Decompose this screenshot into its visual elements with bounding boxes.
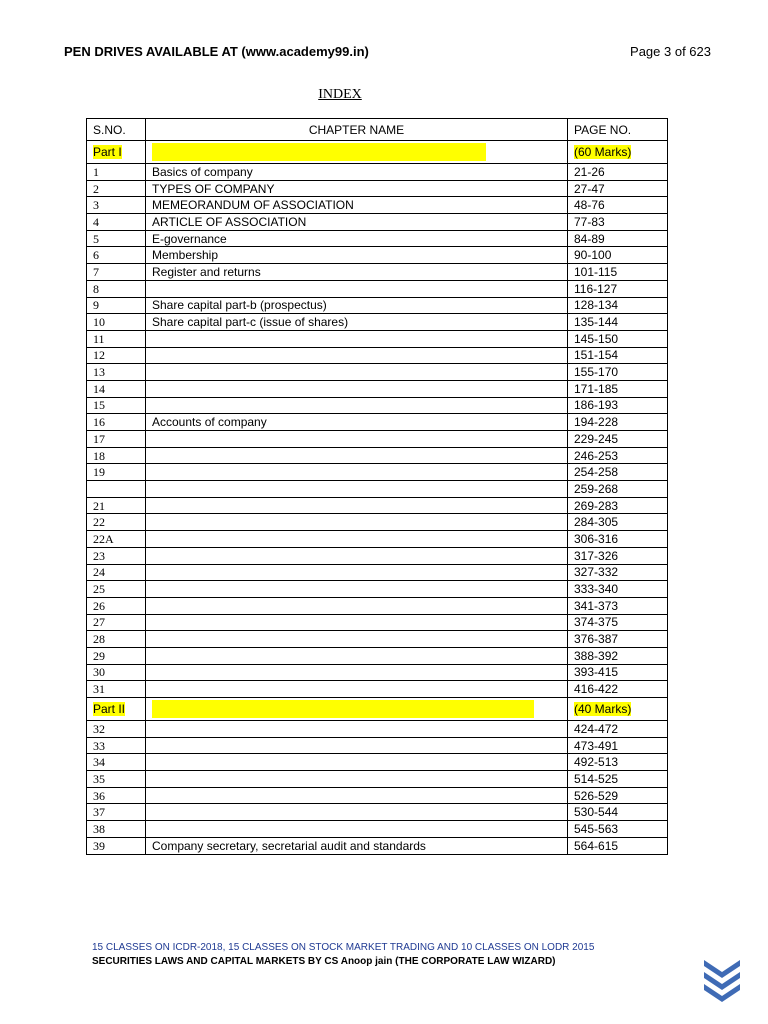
page-cell: 393-415 xyxy=(568,664,668,681)
sno-cell: 18 xyxy=(87,447,146,464)
footer-line-1: 15 CLASSES ON ICDR-2018, 15 CLASSES ON STOCK MARKET TRADING AND 10 CLASSES ON LODR 2015 xyxy=(92,942,595,953)
part-chapter-cell xyxy=(146,698,568,721)
table-row xyxy=(87,247,668,264)
chapter-cell xyxy=(146,431,568,448)
page-cell: 341-373 xyxy=(568,597,668,614)
table-row xyxy=(87,531,668,548)
page-cell: 101-115 xyxy=(568,264,668,281)
table-row xyxy=(87,197,668,214)
page-cell: 48-76 xyxy=(568,197,668,214)
chapter-cell xyxy=(146,564,568,581)
table-row xyxy=(87,821,668,838)
chapter-cell xyxy=(146,581,568,598)
sno-cell: 9 xyxy=(87,297,146,314)
chapter-cell xyxy=(146,380,568,397)
page-cell: 77-83 xyxy=(568,214,668,231)
sno-cell: 25 xyxy=(87,581,146,598)
chapter-cell: Membership xyxy=(146,247,568,264)
header-title: PEN DRIVES AVAILABLE AT (www.academy99.in) xyxy=(64,44,369,59)
page-cell: 564-615 xyxy=(568,837,668,854)
sno-cell: 37 xyxy=(87,804,146,821)
header-sno: S.NO. xyxy=(87,119,146,141)
page-cell: 84-89 xyxy=(568,230,668,247)
table-row xyxy=(87,564,668,581)
sno-cell: 27 xyxy=(87,614,146,631)
table-row xyxy=(87,481,668,498)
sno-cell: 33 xyxy=(87,737,146,754)
part-chapter-cell xyxy=(146,141,568,164)
table-row xyxy=(87,347,668,364)
table-row xyxy=(87,787,668,804)
table-row xyxy=(87,837,668,854)
page-cell: 514-525 xyxy=(568,771,668,788)
page-cell: 90-100 xyxy=(568,247,668,264)
chapter-cell: TYPES OF COMPANY xyxy=(146,180,568,197)
table-row xyxy=(87,397,668,414)
chapter-cell xyxy=(146,514,568,531)
sno-cell: 26 xyxy=(87,597,146,614)
sno-cell: 10 xyxy=(87,314,146,331)
index-table xyxy=(86,118,668,855)
table-row xyxy=(87,364,668,381)
table-row xyxy=(87,297,668,314)
table-row xyxy=(87,771,668,788)
chapter-cell xyxy=(146,280,568,297)
chapter-cell xyxy=(146,721,568,738)
chapter-cell xyxy=(146,821,568,838)
sno-cell: 15 xyxy=(87,397,146,414)
table-row xyxy=(87,431,668,448)
sno-cell: 16 xyxy=(87,414,146,431)
chapter-cell xyxy=(146,737,568,754)
chapter-cell: Basics of company xyxy=(146,164,568,181)
table-row xyxy=(87,497,668,514)
chevron-stack-logo-icon xyxy=(702,956,742,1004)
table-row xyxy=(87,804,668,821)
sno-cell: 3 xyxy=(87,197,146,214)
table-row xyxy=(87,380,668,397)
table-row xyxy=(87,447,668,464)
chapter-cell xyxy=(146,481,568,498)
chapter-cell: ARTICLE OF ASSOCIATION xyxy=(146,214,568,231)
part-marks-text: (40 Marks) xyxy=(574,702,632,716)
page-cell: 530-544 xyxy=(568,804,668,821)
chapter-cell: Share capital part-b (prospectus) xyxy=(146,297,568,314)
chapter-cell xyxy=(146,531,568,548)
chapter-cell xyxy=(146,597,568,614)
page-cell: 254-258 xyxy=(568,464,668,481)
sno-cell: 30 xyxy=(87,664,146,681)
table-row xyxy=(87,164,668,181)
table-row xyxy=(87,647,668,664)
sno-cell: 32 xyxy=(87,721,146,738)
footer-line-2: SECURITIES LAWS AND CAPITAL MARKETS BY CS Anoop jain (THE CORPORATE LAW WIZARD) xyxy=(92,956,556,967)
chapter-cell xyxy=(146,614,568,631)
page-cell: 317-326 xyxy=(568,547,668,564)
sno-cell: 7 xyxy=(87,264,146,281)
chapter-cell xyxy=(146,397,568,414)
part-label-text: Part II xyxy=(93,702,126,716)
chapter-cell xyxy=(146,547,568,564)
page-cell: 424-472 xyxy=(568,721,668,738)
chapter-cell xyxy=(146,754,568,771)
chapter-cell xyxy=(146,464,568,481)
page-cell: 416-422 xyxy=(568,681,668,698)
page-number: Page 3 of 623 xyxy=(630,44,711,59)
table-row xyxy=(87,737,668,754)
chapter-cell xyxy=(146,447,568,464)
chapter-cell xyxy=(146,330,568,347)
page-cell: 186-193 xyxy=(568,397,668,414)
page-cell: 128-134 xyxy=(568,297,668,314)
sno-cell: 21 xyxy=(87,497,146,514)
chapter-cell: MEMEORANDUM OF ASSOCIATION xyxy=(146,197,568,214)
table-row xyxy=(87,330,668,347)
page-cell: 259-268 xyxy=(568,481,668,498)
table-row xyxy=(87,230,668,247)
page-cell: 376-387 xyxy=(568,631,668,648)
header-chapter: CHAPTER NAME xyxy=(146,119,568,141)
chapter-cell xyxy=(146,787,568,804)
page-cell: 246-253 xyxy=(568,447,668,464)
page-cell: 155-170 xyxy=(568,364,668,381)
sno-cell: 13 xyxy=(87,364,146,381)
part-label xyxy=(87,698,146,721)
sno-cell: 4 xyxy=(87,214,146,231)
chapter-cell xyxy=(146,664,568,681)
chapter-cell: Share capital part-c (issue of shares) xyxy=(146,314,568,331)
page-cell: 116-127 xyxy=(568,280,668,297)
page-cell: 151-154 xyxy=(568,347,668,364)
chapter-cell xyxy=(146,647,568,664)
page-cell: 145-150 xyxy=(568,330,668,347)
sno-cell: 5 xyxy=(87,230,146,247)
part-marks-text: (60 Marks) xyxy=(574,145,632,159)
sno-cell: 39 xyxy=(87,837,146,854)
chapter-cell xyxy=(146,771,568,788)
table-row xyxy=(87,180,668,197)
sno-cell xyxy=(87,481,146,498)
table-row xyxy=(87,264,668,281)
page-cell: 171-185 xyxy=(568,380,668,397)
page-cell: 194-228 xyxy=(568,414,668,431)
sno-cell: 14 xyxy=(87,380,146,397)
part-label-text: Part I xyxy=(93,145,122,159)
index-title: INDEX xyxy=(318,87,362,102)
chapter-cell: Company secretary, secretarial audit and standards xyxy=(146,837,568,854)
table-row xyxy=(87,414,668,431)
chapter-cell xyxy=(146,681,568,698)
sno-cell: 11 xyxy=(87,330,146,347)
sno-cell: 12 xyxy=(87,347,146,364)
sno-cell: 19 xyxy=(87,464,146,481)
sno-cell: 34 xyxy=(87,754,146,771)
highlight-bar xyxy=(152,143,486,161)
table-row xyxy=(87,614,668,631)
table-header-row xyxy=(87,119,668,141)
table-row xyxy=(87,721,668,738)
chapter-cell xyxy=(146,631,568,648)
page-cell: 135-144 xyxy=(568,314,668,331)
chapter-cell: Register and returns xyxy=(146,264,568,281)
header-page: PAGE NO. xyxy=(568,119,668,141)
page-cell: 492-513 xyxy=(568,754,668,771)
table-row xyxy=(87,280,668,297)
table-row xyxy=(87,464,668,481)
part-marks xyxy=(568,141,668,164)
sno-cell: 36 xyxy=(87,787,146,804)
chapter-cell: Accounts of company xyxy=(146,414,568,431)
sno-cell: 28 xyxy=(87,631,146,648)
sno-cell: 6 xyxy=(87,247,146,264)
table-row xyxy=(87,514,668,531)
table-row xyxy=(87,631,668,648)
page-cell: 229-245 xyxy=(568,431,668,448)
part-marks xyxy=(568,698,668,721)
sno-cell: 31 xyxy=(87,681,146,698)
sno-cell: 2 xyxy=(87,180,146,197)
page-cell: 374-375 xyxy=(568,614,668,631)
page-cell: 327-332 xyxy=(568,564,668,581)
page-cell: 333-340 xyxy=(568,581,668,598)
table-row xyxy=(87,681,668,698)
page-cell: 545-563 xyxy=(568,821,668,838)
sno-cell: 8 xyxy=(87,280,146,297)
page-cell: 306-316 xyxy=(568,531,668,548)
chapter-cell: E-governance xyxy=(146,230,568,247)
table-row xyxy=(87,597,668,614)
page-cell: 526-529 xyxy=(568,787,668,804)
table-row xyxy=(87,314,668,331)
chapter-cell xyxy=(146,497,568,514)
part-row xyxy=(87,698,668,721)
sno-cell: 17 xyxy=(87,431,146,448)
part-label xyxy=(87,141,146,164)
sno-cell: 24 xyxy=(87,564,146,581)
sno-cell: 29 xyxy=(87,647,146,664)
sno-cell: 38 xyxy=(87,821,146,838)
table-row xyxy=(87,547,668,564)
chapter-cell xyxy=(146,364,568,381)
table-row xyxy=(87,581,668,598)
part-row xyxy=(87,141,668,164)
table-row xyxy=(87,214,668,231)
chapter-cell xyxy=(146,347,568,364)
page-cell: 473-491 xyxy=(568,737,668,754)
sno-cell: 22A xyxy=(87,531,146,548)
page-cell: 388-392 xyxy=(568,647,668,664)
page-cell: 284-305 xyxy=(568,514,668,531)
page-cell: 269-283 xyxy=(568,497,668,514)
table-row xyxy=(87,664,668,681)
table-row xyxy=(87,754,668,771)
highlight-bar xyxy=(152,700,534,718)
sno-cell: 22 xyxy=(87,514,146,531)
page-cell: 21-26 xyxy=(568,164,668,181)
sno-cell: 35 xyxy=(87,771,146,788)
chapter-cell xyxy=(146,804,568,821)
sno-cell: 1 xyxy=(87,164,146,181)
sno-cell: 23 xyxy=(87,547,146,564)
page-cell: 27-47 xyxy=(568,180,668,197)
